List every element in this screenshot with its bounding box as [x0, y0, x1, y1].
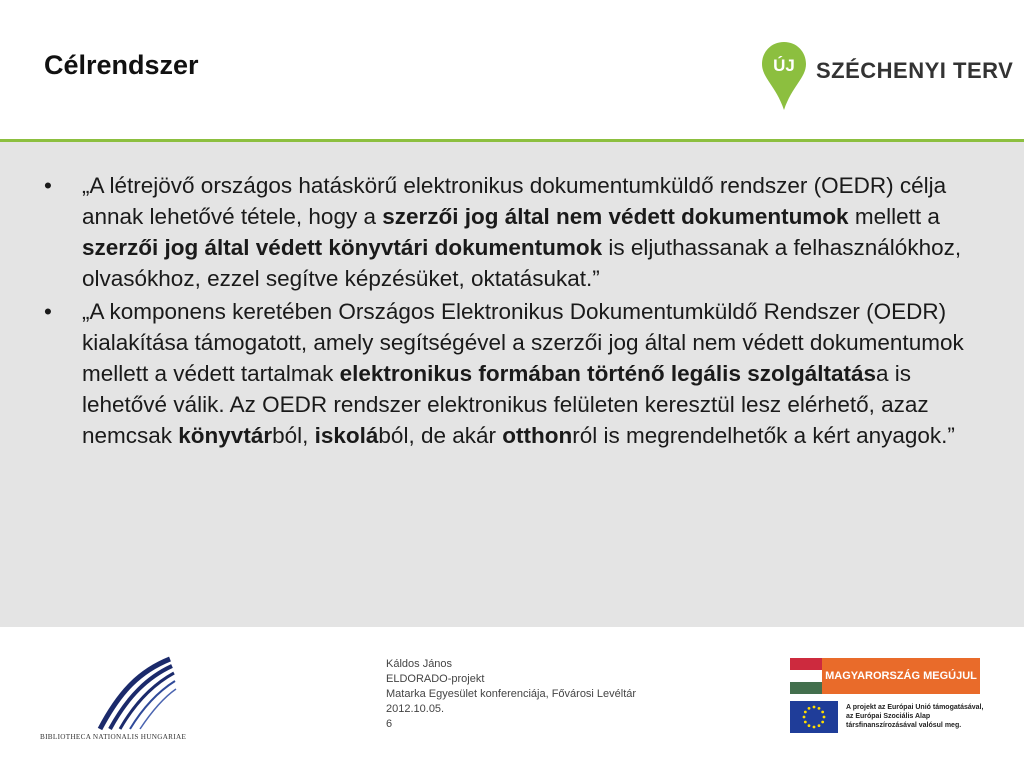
bullet-marker: • [44, 299, 52, 324]
eu-star-icon [804, 721, 807, 724]
location-pin-icon [760, 40, 808, 112]
eu-star-icon [813, 726, 816, 729]
eu-funding-text [846, 703, 983, 730]
content-area [0, 142, 1024, 627]
hungarian-flag-icon [790, 658, 822, 694]
bullet-item [44, 296, 984, 451]
szechenyi-terv-logo [760, 40, 1014, 112]
slide-title: Célrendszer [44, 50, 199, 80]
slide-header [0, 0, 1024, 140]
eu-star-icon [821, 721, 824, 724]
bullet-emphasis: elektronikus formában történő legális szolgáltatás [339, 361, 876, 386]
logo-prefix: ÚJ [773, 56, 795, 75]
eu-star-icon [821, 711, 824, 714]
bullet-text: is eljuthassanak a felhasználókhoz, olvasókhoz, ezzel segítve képzésüket, oktatásukat.” [82, 235, 962, 291]
bullet-list [44, 170, 984, 453]
eu-star-icon [808, 707, 811, 710]
eu-star-icon [823, 716, 826, 719]
banner-text: MAGYARORSZÁG MEGÚJUL [822, 658, 980, 694]
bullet-text: ból, de akár [378, 423, 503, 448]
bullet-text: „A komponens keretében Országos Elektronikus Dokumentumküldő Rendszer (OEDR) kialakítása támogatott, amely segítségével a szerzői jog által nem védett dokumentumok mellett a védett tartalmak [82, 299, 964, 386]
eu-star-icon [803, 716, 806, 719]
bullet-marker: • [44, 173, 52, 198]
footer-project: ELDORADO-projekt [386, 673, 485, 685]
bullet-emphasis: otthon [502, 423, 573, 448]
eu-funding-notice [790, 701, 990, 735]
footer-page-number: 6 [386, 718, 393, 730]
magyarorszag-megujul-banner [790, 658, 980, 694]
bullet-emphasis: iskolá [314, 423, 379, 448]
bullet-text: ról is megrendelhetők a kért anyagok.” [572, 423, 955, 448]
footer-info [386, 657, 636, 732]
eu-flag-icon [790, 701, 838, 733]
eu-text-line-1: A projekt az Európai Unió támogatásával, [846, 704, 984, 711]
bullet-emphasis: szerzői jog által védett könyvtári dokumentumok [82, 235, 603, 260]
bullet-text: „A létrejövő országos hatáskörű elektronikus dokumentumküldő rendszer (OEDR) célja annak lehetővé tétele, hogy a [82, 173, 947, 229]
library-swoosh-icon [40, 651, 215, 731]
eu-star-icon [818, 707, 821, 710]
bullet-text: mellett a [848, 204, 940, 229]
eu-star-icon [804, 711, 807, 714]
eu-star-icon [808, 724, 811, 727]
eu-text-line-2: az Európai Szociális Alap [846, 713, 931, 720]
bullet-text: a is lehetővé válik. Az OEDR rendszer elektronikus felületen keresztül lesz elérhető, azaz nemcsak [82, 361, 929, 448]
library-name: BIBLIOTHECA NATIONALIS HUNGARIAE [40, 733, 187, 741]
eu-star-icon [813, 706, 816, 709]
bullet-item [44, 170, 984, 294]
bullet-emphasis: szerzői jog által nem védett dokumentumok [382, 204, 849, 229]
footer-event: Matarka Egyesület konferenciája, Fővárosi Levéltár [386, 688, 637, 700]
eu-star-icon [818, 724, 821, 727]
slide-footer [0, 627, 1024, 768]
footer-date: 2012.10.05. [386, 703, 445, 715]
library-logo [40, 651, 215, 741]
footer-author: Káldos János [386, 658, 453, 670]
bullet-text: ból, [272, 423, 315, 448]
eu-text-line-3: társfinanszírozásával valósul meg. [846, 722, 962, 729]
logo-wordmark: SZÉCHENYI TERV [816, 58, 1014, 83]
bullet-emphasis: könyvtár [178, 423, 273, 448]
